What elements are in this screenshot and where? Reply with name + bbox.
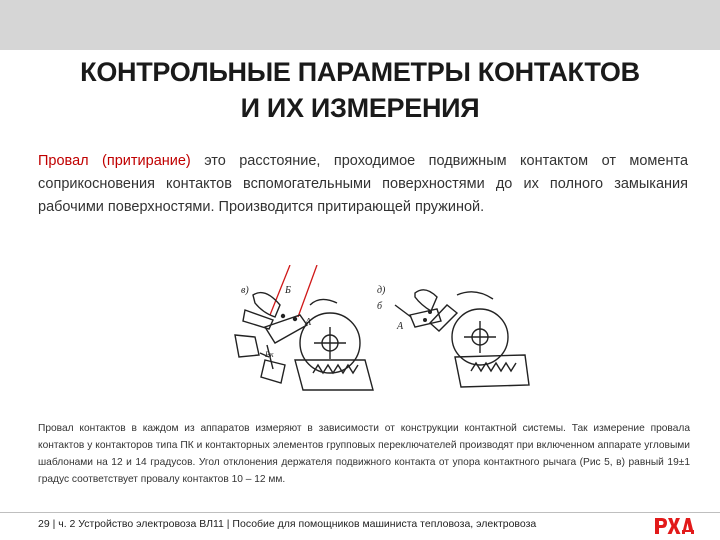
rzd-logo [653,514,695,536]
caption-paragraph: Провал контактов в каждом из аппаратов измеряют в зависимости от конструкции контактной системы. Так измерение провала контактов у контакторов типа ПК и контакторных элементов групповых переключателей производят при включенном аппарате угловыми шаблонами на 12 и 14 градусов. Угол отклонения держателя подвижного контакта от упора контактного рычага (Рис 5, в) равный 19±1 градус соответствует провалу контактов 10 – 12 мм. [38,423,690,485]
label-right: д) [377,285,386,296]
page-title-line1: КОНТРОЛЬНЫЕ ПАРАМЕТРЫ КОНТАКТОВ [80,57,640,87]
letter-p: Рк [265,350,274,359]
letter-a-left: А [305,317,312,328]
letter-b: Б [285,285,291,296]
footer-divider [0,512,720,513]
label-left: в) [241,285,249,296]
intro-term: Провал (притирание) [38,153,191,169]
letter-b-right: б [377,301,383,312]
letter-a-right: А [397,321,404,332]
page-title-line2: И ИХ ИЗМЕРЕНИЯ [240,93,480,123]
header-band [0,0,720,50]
page-title [20,54,700,126]
intro-paragraph [38,150,688,219]
contact-diagram [225,265,545,405]
footer-text: 29 | ч. 2 Устройство электровоза ВЛ11 | Пособие для помощников машиниста тепловоза, электровоза [38,518,537,530]
intro-text: это расстояние, проходимое подвижным контактом от момента соприкосновения контактов вспомогательными поверхностями до их полного замыкания рабочими поверхностями. Производится притирающей пружиной. [38,153,689,215]
